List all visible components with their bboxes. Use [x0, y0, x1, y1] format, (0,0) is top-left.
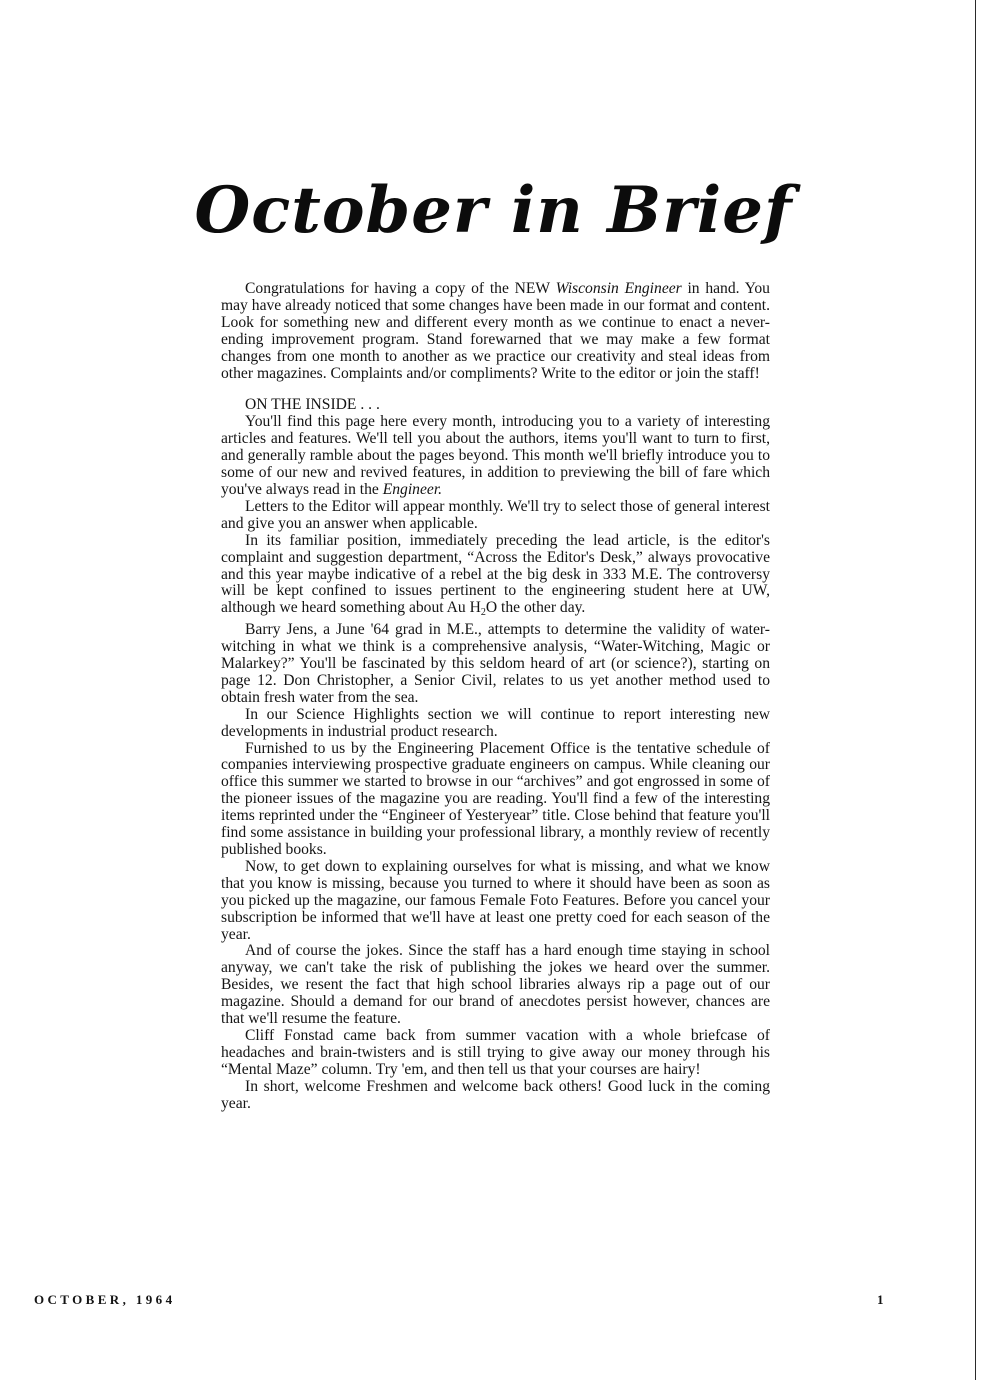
paragraph-text-end: O the other day.	[485, 599, 586, 617]
paragraph-text: In its familiar position, immediately preceding the lead article, is the editor's complaint and suggestion department, “Across the Editor's Desk,” always provocative and this year maybe indicative of a rebel at the big desk in 333 M.E. The controversy will be kept confined to issues pertinent to the engineering student here at UW, although we heard something about Au H	[221, 531, 770, 617]
paragraph-water-witching: Barry Jens, a June '64 grad in M.E., attempts to determine the validity of water-witching in what we think is a comprehensive analysis, “Water-Witching, Magic or Malarkey?” You'll be fascinated by this seldom heard of art (or science?), starting on page 12. Don Christopher, a Senior Civil, relates to us yet another method used to obtain fresh water from the sea.	[221, 621, 770, 706]
paragraph-letters: Letters to the Editor will appear monthly. We'll try to select those of general interest and give you an answer when applicable.	[221, 497, 770, 532]
article-body	[221, 281, 770, 1113]
page-edge-line	[975, 0, 976, 1380]
magazine-name: Wisconsin Engineer	[555, 280, 682, 297]
intro-text-end: in hand. You may have already noticed that some changes have been made in our format and content. Look for something new and different every month as we continue to enact a never-ending improvement program. Stand forewarned that we may make a few format changes from one month to another as we practice our creativity and steal ideas from other magazines. Complaints and/or compliments? Write to the editor or join the staff!	[221, 280, 770, 382]
paragraph-missing-feature: Now, to get down to explaining ourselves for what is missing, and what we know that you know is missing, because you turned to where it should have been as soon as you picked up the magazine, our famous Female Foto Features. Before you cancel your subscription be informed that we'll have at least one pretty coed for each season of the year.	[221, 857, 770, 943]
magazine-name-short: Engineer.	[382, 480, 443, 498]
intro-paragraph	[221, 281, 770, 382]
paragraph-welcome: In short, welcome Freshmen and welcome back others! Good luck in the coming year.	[221, 1077, 770, 1112]
paragraph-intro-page	[221, 414, 770, 499]
paragraph-jokes: And of course the jokes. Since the staff has a hard enough time staying in school anyway, we can't take the risk of publishing the jokes we heard over the summer. Besides, we resent the fact that high school libraries always rip a page out of our magazine. Should a demand for our brand of anecdotes persist however, chances are that we'll resume the feature.	[221, 942, 770, 1028]
paragraph-mental-maze: Cliff Fonstad came back from summer vacation with a whole briefcase of headaches and brain-twisters and is still trying to give away our money through his “Mental Maze” column. Try 'em, and then tell us that your courses are hairy!	[221, 1026, 770, 1078]
paragraph-placement: Furnished to us by the Engineering Placement Office is the tentative schedule of companies interviewing prospective graduate engineers on campus. While cleaning our office this summer we started to browse in our “archives” and got engrossed in some of the pioneer issues of the magazine you are reading. You'll find a few of the interesting items reprinted under the “Engineer of Yesteryear” title. Close behind that feature you'll find some assistance in building your professional library, a monthly review of recently published books.	[221, 739, 770, 858]
subscript: 2	[480, 607, 486, 619]
page-title: October in Brief	[194, 173, 793, 248]
paragraph-science-highlights: In our Science Highlights section we will continue to report interesting new developments in industrial product research.	[221, 705, 770, 740]
section-heading: ON THE INSIDE . . .	[245, 396, 380, 414]
paragraph-text: You'll find this page here every month, introducing you to a variety of interesting articles and features. We'll tell you about the authors, items you'll want to turn to first, and generally ramble about the pages beyond. This month we'll briefly introduce you to some of our new and revived features, in addition to previewing the bill of fare which you've always read in the	[221, 413, 770, 498]
intro-text-start: Congratulations for having a copy of the NEW	[245, 280, 556, 297]
footer-page-number: 1	[877, 1292, 884, 1307]
footer-issue-date: OCTOBER, 1964	[34, 1292, 176, 1307]
paragraph-editors-desk	[221, 533, 770, 623]
